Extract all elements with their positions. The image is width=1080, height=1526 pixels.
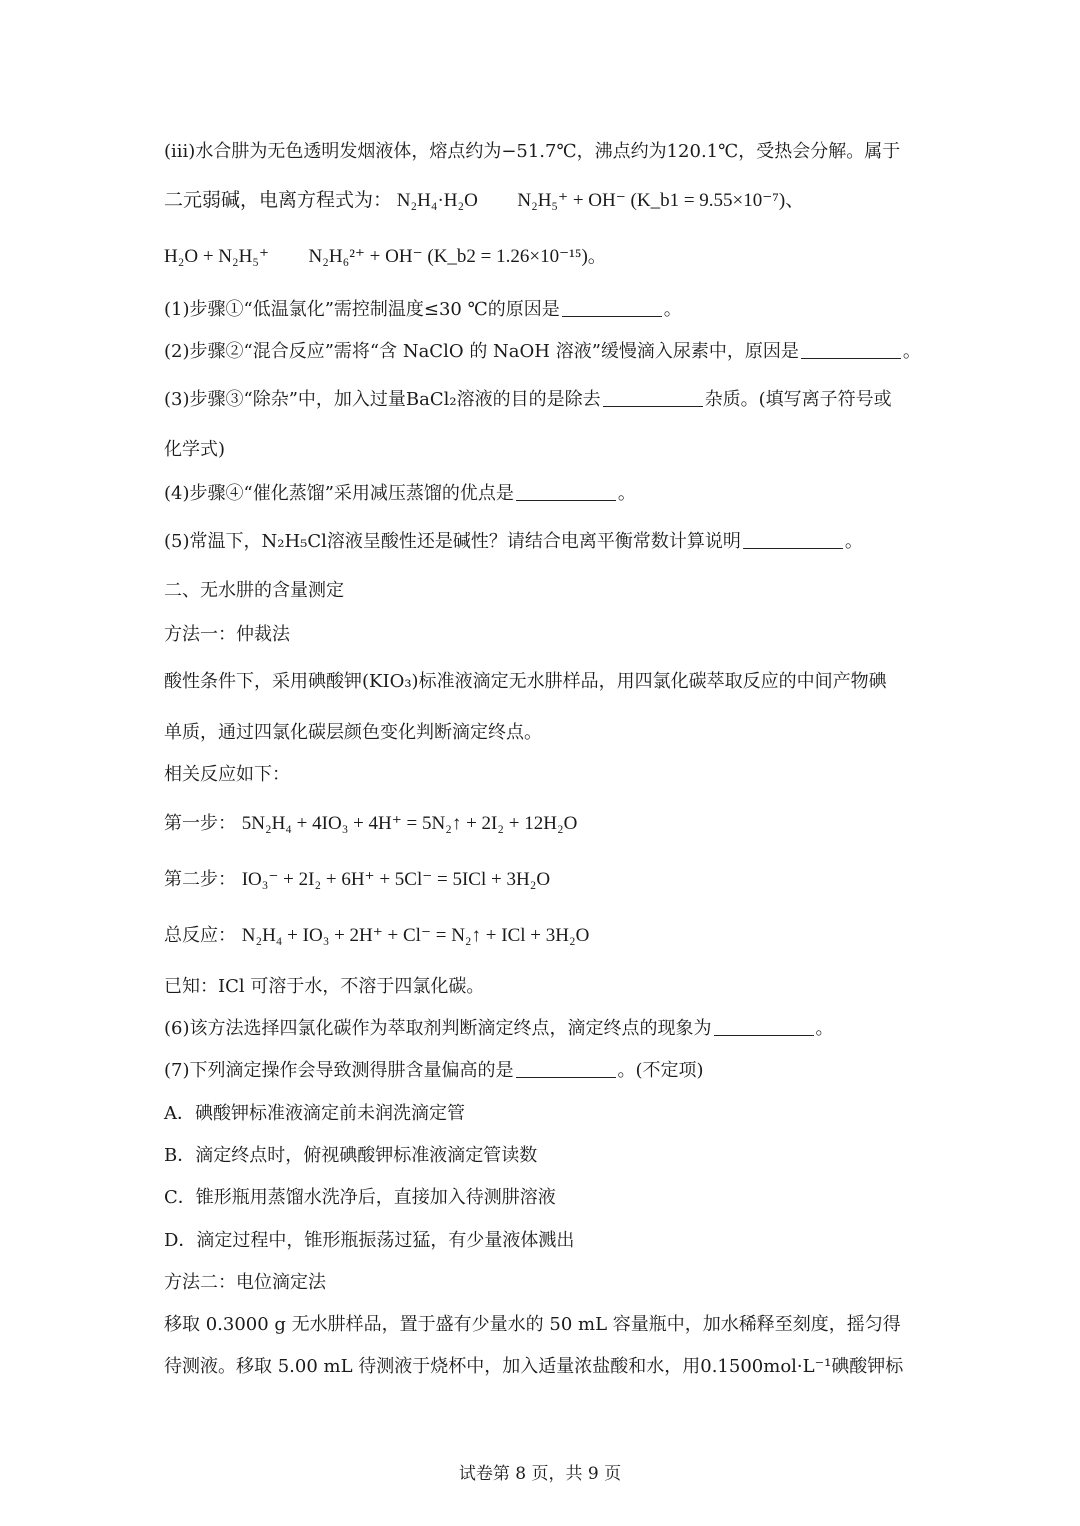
related-reactions-label: 相关反应如下： xyxy=(164,764,290,785)
q5-answer-blank[interactable] xyxy=(743,530,843,549)
q5-end: 。 xyxy=(844,531,863,552)
method-1-desc-1: 酸性条件下，采用碘酸钾(KIO₃)标准液滴定无水肼样品，用四氯化碳萃取反应的中间产物碘 xyxy=(164,671,887,692)
q2-answer-blank[interactable] xyxy=(801,340,901,359)
question-3-line-2: 化学式) xyxy=(164,439,226,460)
page-footer: 试卷第 8 页，共 9 页 xyxy=(458,1464,622,1484)
question-4 xyxy=(164,480,930,508)
q1-end: 。 xyxy=(663,299,682,320)
section-2-title: 二、无水肼的含量测定 xyxy=(164,580,344,601)
question-3 xyxy=(164,386,930,414)
eq2-right: N₂H₆²⁺ + OH⁻ (K_b2 = 1.26×10⁻¹⁵)。 xyxy=(308,246,607,267)
ionization-equation-2 xyxy=(164,243,930,271)
step-2-label: 第二步： xyxy=(164,869,236,890)
eq1-left: N₂H₄·H₂O xyxy=(396,190,478,211)
question-5 xyxy=(164,528,930,556)
ionization-equation-1 xyxy=(164,187,930,215)
q2-text: (2)步骤②“混合反应”需将“含 NaClO 的 NaOH 溶液”缓慢滴入尿素中，原因是 xyxy=(164,341,799,362)
total-label: 总反应： xyxy=(164,925,236,946)
q2-end: 。 xyxy=(902,341,921,362)
method-2-desc-1: 移取 0.3000 g 无水肼样品，置于盛有少量水的 50 mL 容量瓶中，加水稀释至刻度，摇匀得 xyxy=(164,1314,901,1335)
option-c: C．锥形瓶用蒸馏水洗净后，直接加入待测肼溶液 xyxy=(164,1187,556,1208)
q1-answer-blank[interactable] xyxy=(562,298,662,317)
q6-end: 。 xyxy=(815,1018,834,1039)
q3-text: (3)步骤③“除杂”中，加入过量BaCl₂溶液的目的是除去 xyxy=(164,389,601,410)
total-equation: N₂H₄ + IO₃ + 2H⁺ + Cl⁻ = N₂↑ + ICl + 3H₂O xyxy=(241,925,590,946)
q6-answer-blank[interactable] xyxy=(714,1017,814,1036)
step-1-label: 第一步： xyxy=(164,813,236,834)
question-7 xyxy=(164,1057,930,1085)
q7-answer-blank[interactable] xyxy=(516,1059,616,1078)
intro-line-2-prefix: 二元弱碱，电离方程式为： xyxy=(164,190,393,211)
q1-text: (1)步骤①“低温氯化”需控制温度≤30 ℃的原因是 xyxy=(164,299,560,320)
method-1-title: 方法一：仲裁法 xyxy=(164,624,290,645)
eq2-left: H₂O + N₂H₅⁺ xyxy=(164,246,270,267)
option-a: A．碘酸钾标准液滴定前未润洗滴定管 xyxy=(164,1103,465,1124)
option-d: D．滴定过程中，锥形瓶振荡过猛，有少量液体溅出 xyxy=(164,1230,575,1251)
q4-end: 。 xyxy=(617,483,636,504)
q7-end: 。(不定项) xyxy=(617,1060,704,1081)
q6-text: (6)该方法选择四氯化碳作为萃取剂判断滴定终点，滴定终点的现象为 xyxy=(164,1018,712,1039)
q3-end: 杂质。(填写离子符号或 xyxy=(704,389,892,410)
q3-answer-blank[interactable] xyxy=(603,388,703,407)
method-2-title: 方法二：电位滴定法 xyxy=(164,1272,326,1293)
eq1-right: N₂H₅⁺ + OH⁻ (K_b1 = 9.55×10⁻⁷)、 xyxy=(517,190,805,211)
step-2-equation: IO₃⁻ + 2I₂ + 6H⁺ + 5Cl⁻ = 5ICl + 3H₂O xyxy=(241,869,551,890)
step-1-reaction xyxy=(164,810,930,838)
method-2-desc-2: 待测液。移取 5.00 mL 待测液于烧杯中，加入适量浓盐酸和水，用0.1500mol·L⁻¹碘酸钾标 xyxy=(164,1356,904,1377)
q7-text: (7)下列滴定操作会导致测得肼含量偏高的是 xyxy=(164,1060,514,1081)
method-1-desc-2: 单质，通过四氯化碳层颜色变化判断滴定终点。 xyxy=(164,722,542,743)
q5-text: (5)常温下，N₂H₅Cl溶液呈酸性还是碱性？请结合电离平衡常数计算说明 xyxy=(164,531,741,552)
q4-text: (4)步骤④“催化蒸馏”采用减压蒸馏的优点是 xyxy=(164,483,514,504)
intro-line-1: (iii)水合肼为无色透明发烟液体，熔点约为−51.7℃，沸点约为120.1℃，受热会分解。属于 xyxy=(164,141,901,162)
step-1-equation: 5N₂H₄ + 4IO₃ + 4H⁺ = 5N₂↑ + 2I₂ + 12H₂O xyxy=(241,813,578,834)
question-6 xyxy=(164,1015,930,1043)
q4-answer-blank[interactable] xyxy=(516,482,616,501)
known-note: 已知：ICl 可溶于水，不溶于四氯化碳。 xyxy=(164,976,485,997)
question-2 xyxy=(164,338,930,366)
step-2-reaction xyxy=(164,866,930,894)
option-b: B．滴定终点时，俯视碘酸钾标准液滴定管读数 xyxy=(164,1145,538,1166)
total-reaction xyxy=(164,922,930,950)
question-1 xyxy=(164,296,930,324)
